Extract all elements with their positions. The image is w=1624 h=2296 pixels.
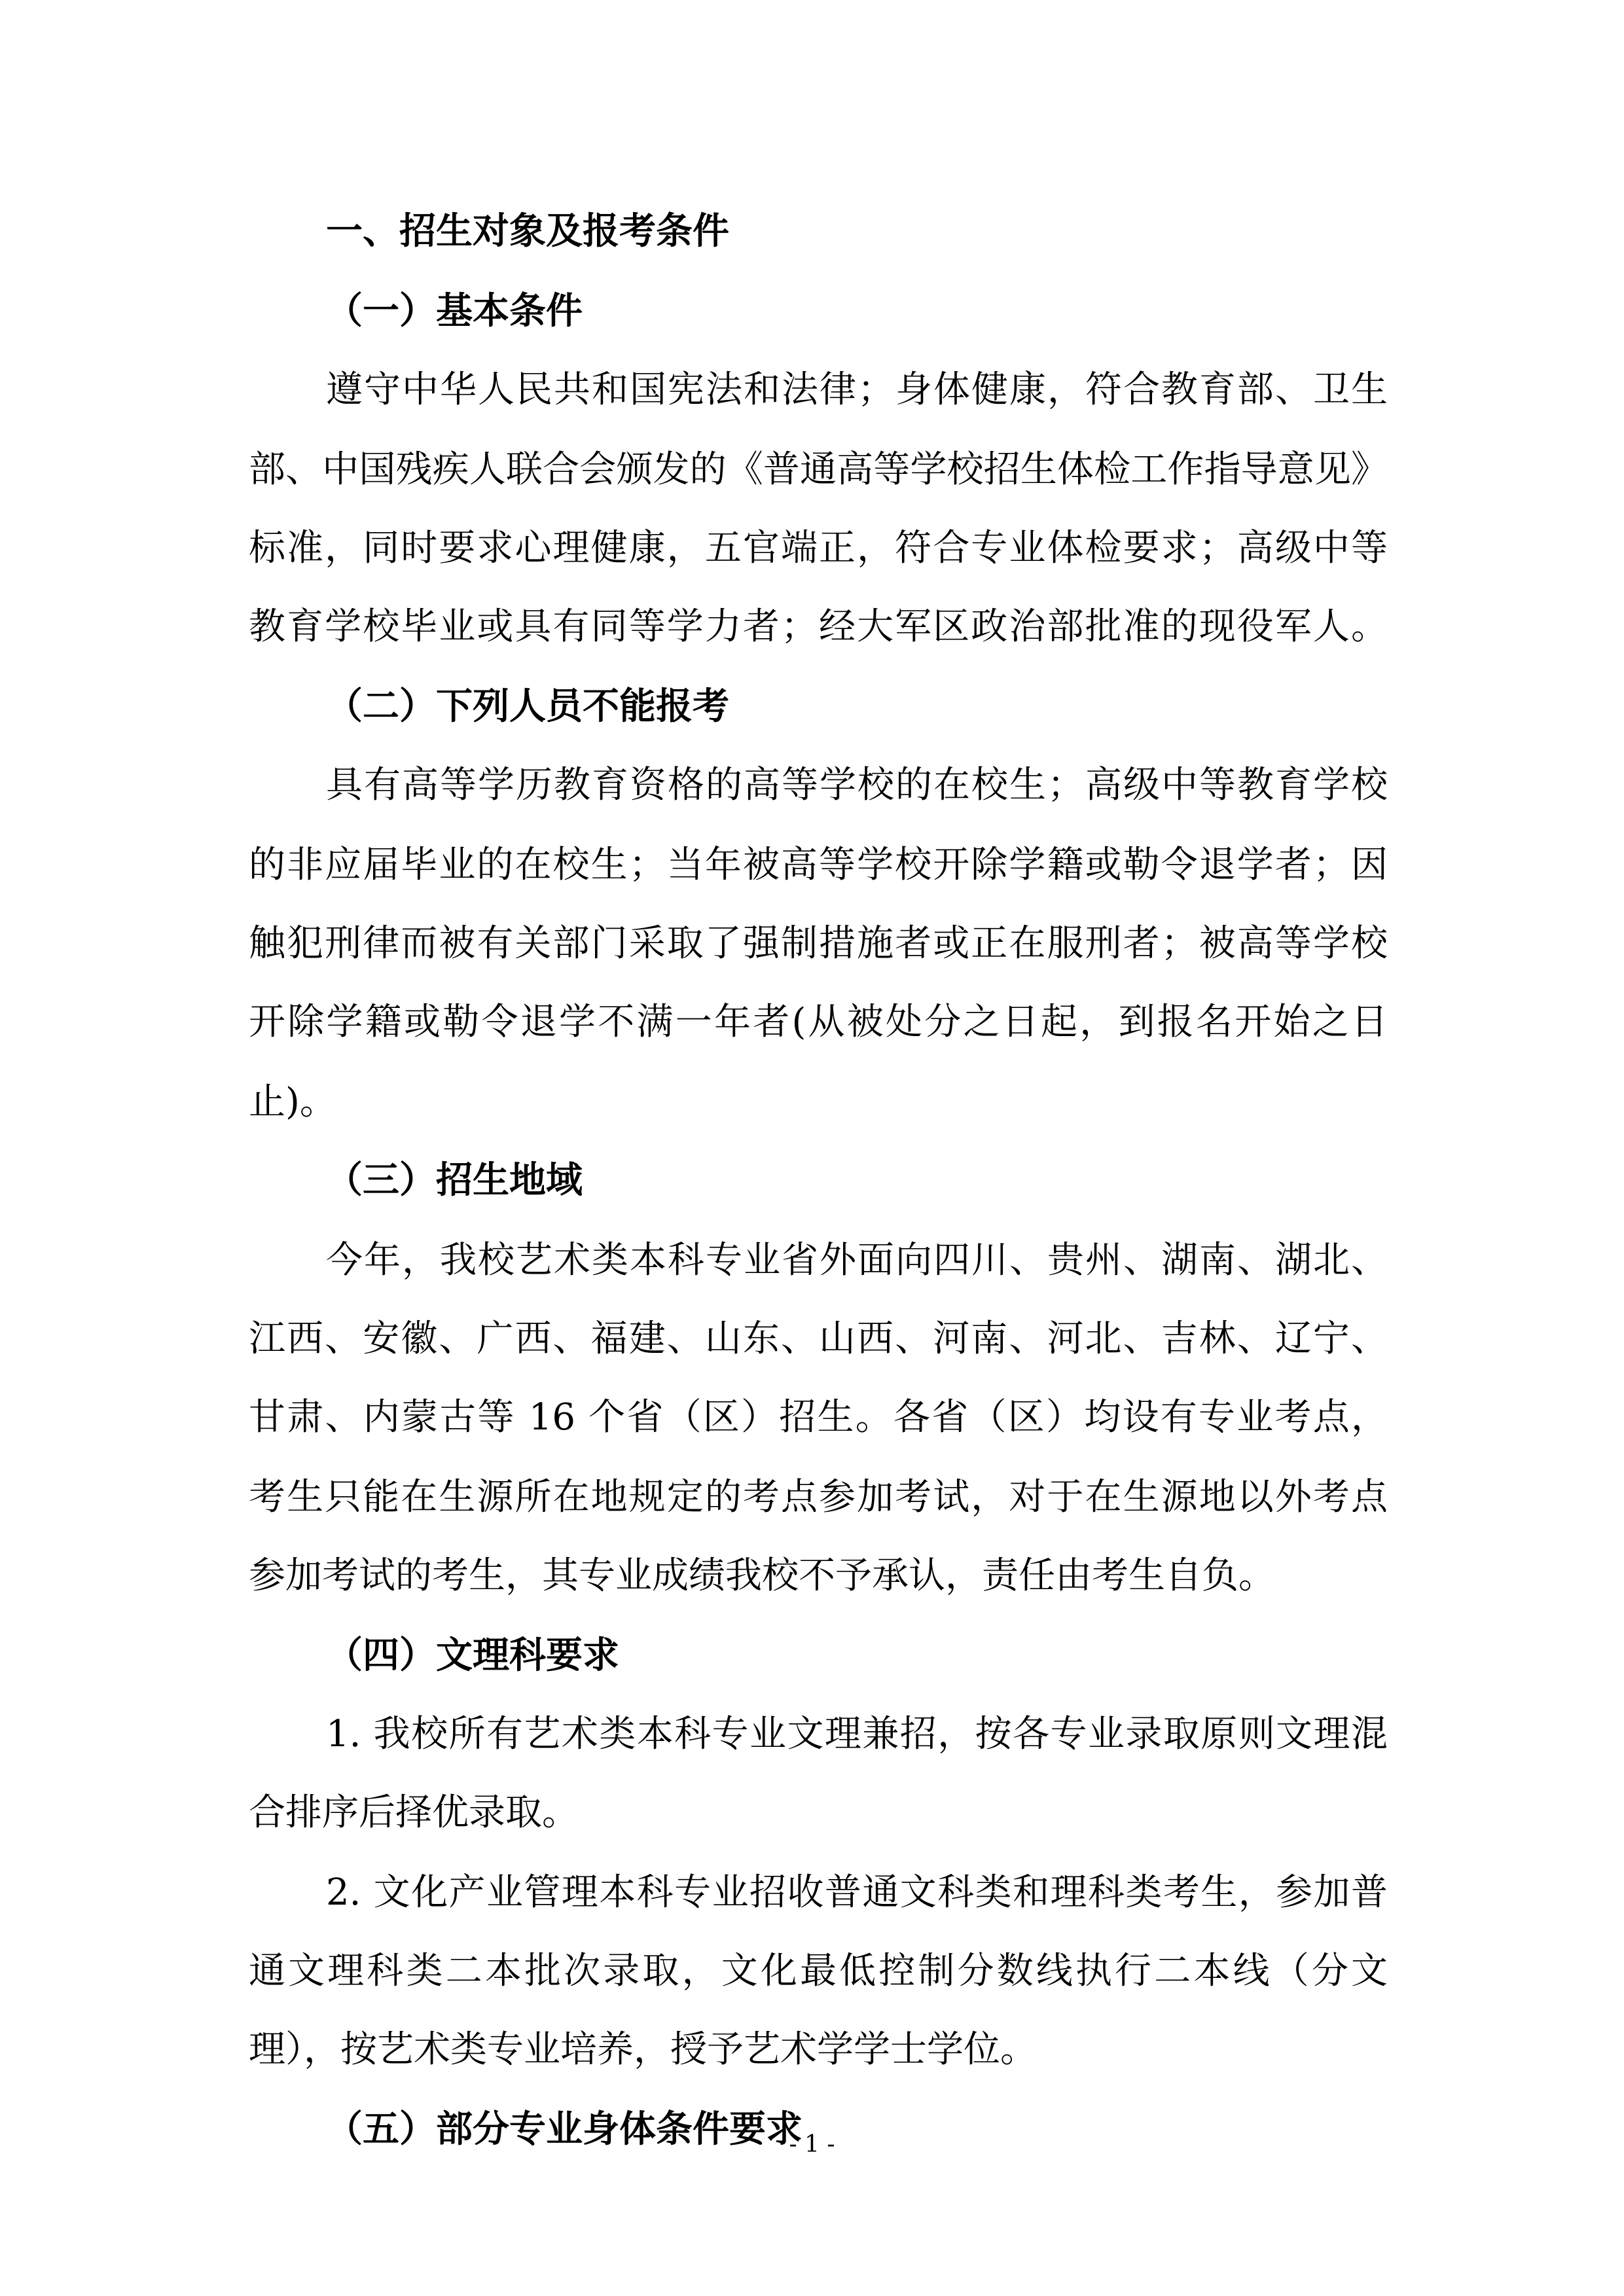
paragraph-line: 遵守中华人民共和国宪法和法律；身体健康，符合教育部、卫生 <box>326 368 1388 411</box>
paragraph-line: 的非应届毕业的在校生；当年被高等学校开除学籍或勒令退学者；因 <box>249 844 1388 886</box>
paragraph-line: 部、中国残疾人联合会颁发的《普通高等学校招生体检工作指导意见》 <box>249 448 1388 491</box>
paragraph-line: 今年，我校艺术类本科专业省外面向四川、贵州、湖南、湖北、 <box>326 1239 1388 1282</box>
paragraph-line: 触犯刑律而被有关部门采取了强制措施者或正在服刑者；被高等学校 <box>249 922 1388 965</box>
subsection-heading-physical: （五）部分专业身体条件要求 <box>326 2108 803 2151</box>
paragraph-line: 1. 我校所有艺术类本科专业文理兼招，按各专业录取原则文理混 <box>326 1713 1388 1755</box>
paragraph-line: 甘肃、内蒙古等 16 个省（区）招生。各省（区）均设有专业考点， <box>249 1396 1388 1439</box>
paragraph-line: 参加考试的考生，其专业成绩我校不予承认，责任由考生自负。 <box>249 1554 1275 1597</box>
page-number: - 1 - <box>789 2131 835 2158</box>
section-heading: 一、招生对象及报考条件 <box>326 210 729 253</box>
subsection-heading-basic-conditions: （一）基本条件 <box>326 290 583 332</box>
paragraph-line: 通文理科类二本批次录取，文化最低控制分数线执行二本线（分文 <box>249 1950 1388 1992</box>
paragraph-line: 合排序后择优录取。 <box>249 1791 579 1834</box>
paragraph-line: 具有高等学历教育资格的高等学校的在校生；高级中等教育学校 <box>326 764 1388 806</box>
paragraph-line: 江西、安徽、广西、福建、山东、山西、河南、河北、吉林、辽宁、 <box>249 1318 1388 1360</box>
paragraph-line: 标准，同时要求心理健康，五官端正，符合专业体检要求；高级中等 <box>249 527 1388 569</box>
paragraph-line: 开除学籍或勒令退学不满一年者(从被处分之日起，到报名开始之日 <box>249 1001 1388 1043</box>
subsection-heading-ineligible: （二）下列人员不能报考 <box>326 685 729 728</box>
paragraph-line: 止)。 <box>249 1081 336 1123</box>
paragraph-line: 理），按艺术类专业培养，授予艺术学学士学位。 <box>249 2028 1037 2071</box>
subsection-heading-arts-science: （四）文理科要求 <box>326 1634 619 1677</box>
subsection-heading-region: （三）招生地域 <box>326 1159 583 1202</box>
paragraph-line: 2. 文化产业管理本科专业招收普通文科类和理科类考生，参加普 <box>326 1871 1388 1914</box>
paragraph-line: 考生只能在生源所在地规定的考点参加考试，对于在生源地以外考点 <box>249 1476 1388 1518</box>
paragraph-line: 教育学校毕业或具有同等学力者；经大军区政治部批准的现役军人。 <box>249 605 1388 648</box>
